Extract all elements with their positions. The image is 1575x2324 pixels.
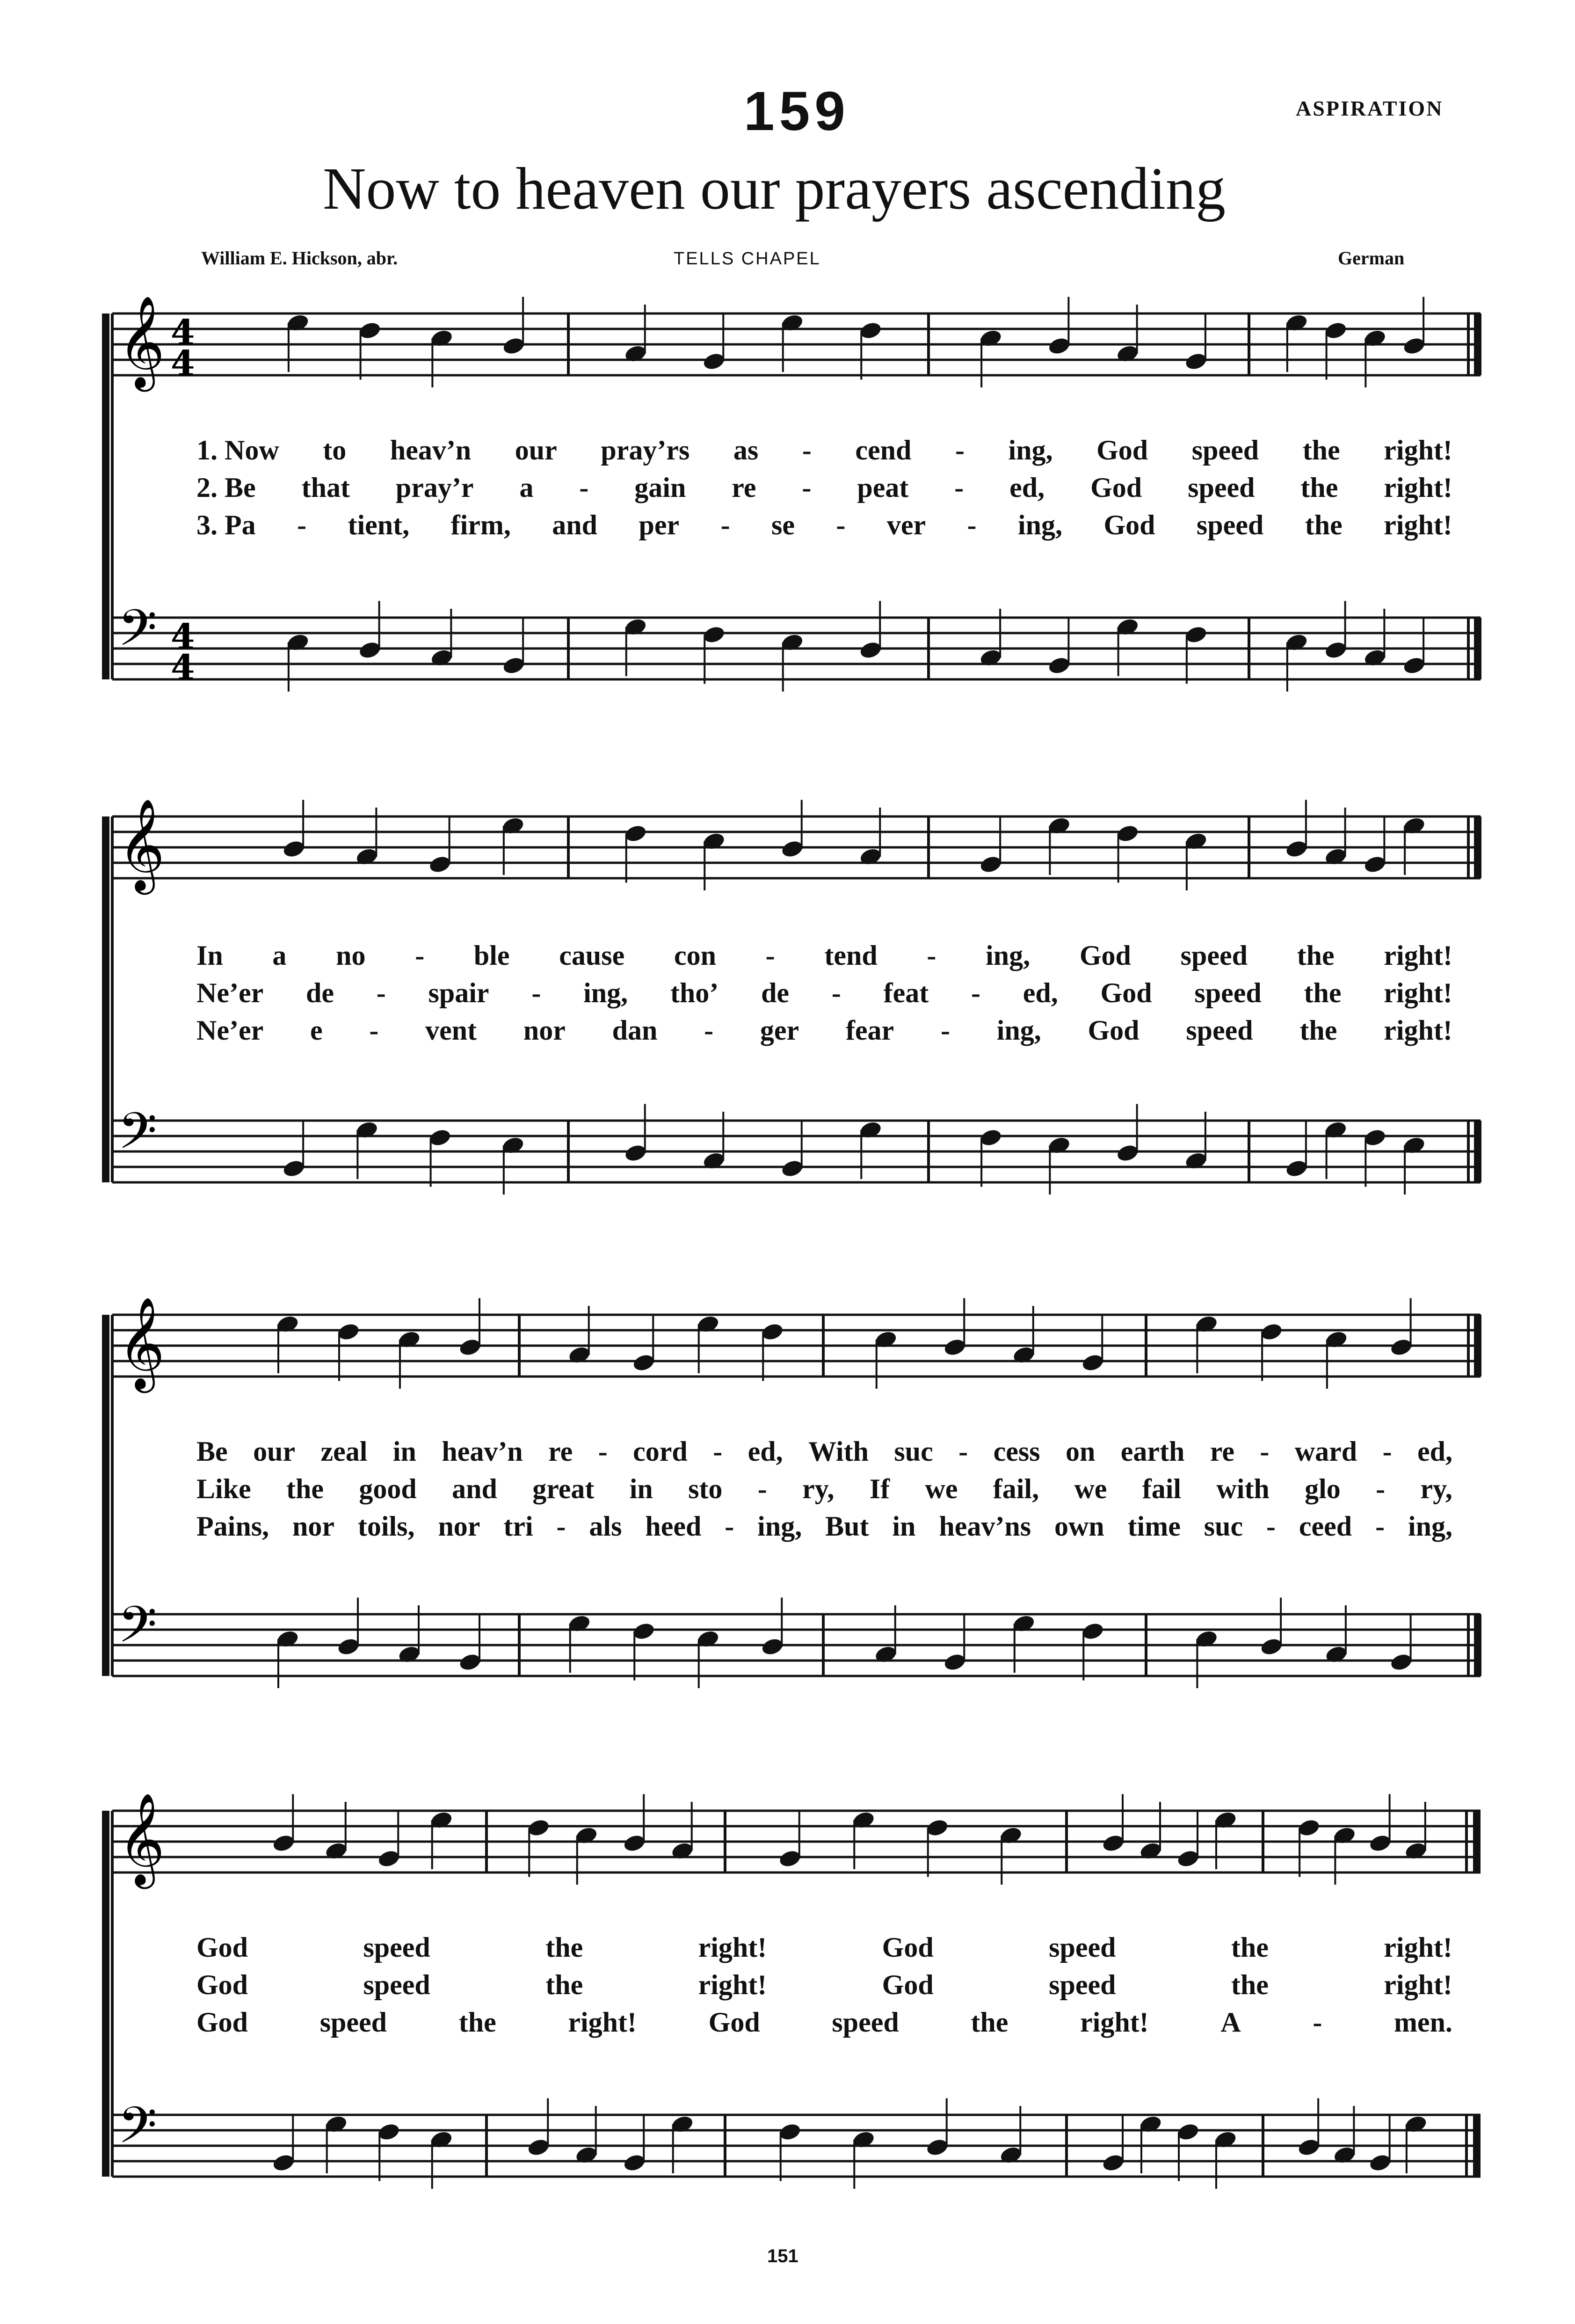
lyric-syllable: - bbox=[376, 977, 386, 1008]
lyric-syllable: right! bbox=[1384, 940, 1452, 971]
lyric-syllable: - bbox=[802, 472, 812, 503]
lyric-syllable: con bbox=[674, 940, 716, 971]
lyric-syllable: the bbox=[286, 1473, 324, 1504]
lyric-syllable: tient, bbox=[348, 510, 410, 540]
lyric-syllable: fear bbox=[845, 1015, 894, 1046]
lyric-syllable: the bbox=[1231, 1969, 1269, 2000]
lyric-syllable: God bbox=[196, 1969, 248, 2000]
lyric-syllable: With bbox=[808, 1436, 869, 1467]
lyric-syllable: tho’ bbox=[670, 977, 719, 1008]
lyric-syllable: ing, bbox=[1008, 435, 1053, 466]
lyric-syllable: - bbox=[720, 510, 730, 540]
bass-clef: 𝄢 bbox=[118, 1101, 157, 1173]
time-signature-bottom: 4 bbox=[171, 648, 195, 688]
lyric-syllable: de bbox=[305, 977, 334, 1008]
lyric-syllable: ing, bbox=[1017, 510, 1062, 540]
lyric-syllable: gain bbox=[634, 472, 686, 503]
lyric-syllable: tri bbox=[503, 1511, 533, 1542]
lyric-syllable: God bbox=[1103, 510, 1155, 540]
lyric-syllable: that bbox=[301, 472, 350, 503]
lyric-syllable: 2. Be bbox=[196, 472, 256, 503]
lyric-syllable: the bbox=[1304, 977, 1342, 1008]
lyric-syllable: ing, bbox=[996, 1015, 1041, 1046]
lyric-syllable: own bbox=[1054, 1511, 1104, 1542]
lyric-line bbox=[196, 472, 1452, 504]
lyric-syllable: speed bbox=[1186, 1015, 1253, 1046]
time-signature-bottom: 4 bbox=[171, 343, 195, 384]
lyric-syllable: right! bbox=[1384, 1015, 1452, 1046]
lyric-syllable: right! bbox=[698, 1969, 767, 2000]
lyric-syllable: firm, bbox=[450, 510, 511, 540]
lyric-syllable: - bbox=[1382, 1436, 1392, 1467]
lyric-syllable: we bbox=[1074, 1473, 1107, 1504]
lyric-syllable: - bbox=[713, 1436, 723, 1467]
lyric-syllable: ceed bbox=[1299, 1511, 1352, 1542]
tune-name: TELLS CHAPEL bbox=[674, 249, 821, 269]
lyric-syllable: - bbox=[802, 435, 812, 466]
lyric-syllable: - bbox=[1313, 2007, 1322, 2038]
lyric-syllable: as bbox=[733, 435, 759, 466]
lyric-syllable: God bbox=[1088, 1015, 1140, 1046]
lyric-syllable: 3. Pa bbox=[196, 510, 256, 540]
lyric-syllable: speed bbox=[363, 1969, 430, 2000]
lyric-syllable: - bbox=[1266, 1511, 1276, 1542]
lyric-syllable: a bbox=[272, 940, 287, 971]
lyric-syllable: right! bbox=[698, 1932, 767, 1963]
lyric-syllable: - bbox=[958, 1436, 968, 1467]
lyric-syllable: cause bbox=[559, 940, 625, 971]
lyric-syllable: ing, bbox=[757, 1511, 802, 1542]
lyric-syllable: - bbox=[757, 1473, 767, 1504]
lyric-syllable: A bbox=[1220, 2007, 1241, 2038]
lyric-syllable: cend bbox=[855, 435, 912, 466]
lyric-syllable: ing, bbox=[986, 940, 1031, 971]
lyric-syllable: If bbox=[869, 1473, 890, 1504]
lyric-syllable: speed bbox=[363, 1932, 430, 1963]
lyric-syllable: God bbox=[1079, 940, 1131, 971]
lyric-syllable: the bbox=[1231, 1932, 1269, 1963]
time-signature-top: 4 bbox=[171, 617, 195, 657]
lyric-syllable: pray’r bbox=[395, 472, 474, 503]
lyric-syllable: heav’ns bbox=[939, 1511, 1031, 1542]
lyric-syllable: in bbox=[629, 1473, 653, 1504]
lyric-syllable: the bbox=[1302, 435, 1340, 466]
lyric-syllable: ry, bbox=[1420, 1473, 1452, 1504]
lyric-syllable: als bbox=[589, 1511, 622, 1542]
lyric-syllable: nor bbox=[438, 1511, 480, 1542]
lyric-line bbox=[196, 509, 1452, 541]
lyric-syllable: ing, bbox=[1408, 1511, 1452, 1542]
lyric-line bbox=[196, 1014, 1452, 1047]
lyric-syllable: good bbox=[359, 1473, 417, 1504]
lyric-syllable: speed bbox=[1049, 1932, 1116, 1963]
hymn-title: Now to heaven our prayers ascending bbox=[323, 155, 1226, 222]
lyric-syllable: the bbox=[971, 2007, 1009, 2038]
lyric-syllable: - bbox=[579, 472, 589, 503]
lyric-line bbox=[196, 2006, 1452, 2039]
lyric-syllable: ed, bbox=[1417, 1436, 1452, 1467]
time-signature-top: 4 bbox=[171, 313, 195, 353]
lyric-syllable: speed bbox=[1196, 510, 1264, 540]
lyric-syllable: feat bbox=[883, 977, 929, 1008]
lyric-syllable: fail, bbox=[993, 1473, 1039, 1504]
lyric-syllable: Pains, bbox=[196, 1511, 269, 1542]
lyric-syllable: time bbox=[1127, 1511, 1181, 1542]
lyric-syllable: God bbox=[1096, 435, 1148, 466]
lyric-syllable: - bbox=[598, 1436, 608, 1467]
lyric-syllable: - bbox=[725, 1511, 734, 1542]
lyric-syllable: our bbox=[253, 1436, 296, 1467]
lyric-syllable: heav’n bbox=[442, 1436, 523, 1467]
lyric-syllable: - bbox=[927, 940, 936, 971]
lyric-syllable: Be bbox=[196, 1436, 228, 1467]
lyric-syllable: speed bbox=[1191, 435, 1259, 466]
lyric-line bbox=[196, 1473, 1452, 1505]
lyric-syllable: - bbox=[369, 1015, 379, 1046]
lyric-syllable: right! bbox=[1384, 977, 1452, 1008]
lyric-syllable: re bbox=[732, 472, 756, 503]
lyric-syllable: - bbox=[940, 1015, 950, 1046]
lyric-syllable: Ne’er bbox=[196, 1015, 264, 1046]
lyric-syllable: per bbox=[639, 510, 680, 540]
lyric-syllable: - bbox=[1260, 1436, 1270, 1467]
lyric-syllable: peat bbox=[857, 472, 909, 503]
lyric-syllable: the bbox=[458, 2007, 496, 2038]
lyric-syllable: dan bbox=[612, 1015, 658, 1046]
lyric-syllable: cess bbox=[993, 1436, 1040, 1467]
lyric-syllable: a bbox=[519, 472, 534, 503]
treble-clef: 𝄞 bbox=[118, 1297, 165, 1389]
lyric-syllable: ver bbox=[886, 510, 926, 540]
lyric-syllable: the bbox=[1305, 510, 1343, 540]
lyric-syllable: right! bbox=[1384, 435, 1452, 466]
lyric-syllable: heav’n bbox=[390, 435, 472, 466]
lyric-syllable: ed, bbox=[1009, 472, 1045, 503]
lyric-syllable: with bbox=[1216, 1473, 1270, 1504]
lyric-syllable: suc bbox=[894, 1436, 933, 1467]
lyric-syllable: Ne’er bbox=[196, 977, 264, 1008]
lyric-syllable: tend bbox=[824, 940, 878, 971]
lyric-syllable: nor bbox=[523, 1015, 566, 1046]
lyric-line bbox=[196, 1435, 1452, 1468]
lyric-syllable: - bbox=[955, 435, 965, 466]
lyric-syllable: sto bbox=[688, 1473, 723, 1504]
lyric-syllable: - bbox=[831, 977, 841, 1008]
lyric-syllable: God bbox=[196, 2007, 248, 2038]
lyric-syllable: nor bbox=[292, 1511, 334, 1542]
lyric-syllable: right! bbox=[568, 2007, 637, 2038]
lyric-line bbox=[196, 434, 1452, 466]
category-label: ASPIRATION bbox=[1296, 96, 1444, 120]
lyric-syllable: - bbox=[297, 510, 307, 540]
lyric-syllable: God bbox=[196, 1932, 248, 1963]
lyric-syllable: to bbox=[323, 435, 347, 466]
lyric-syllable: - bbox=[415, 940, 425, 971]
lyric-syllable: our bbox=[515, 435, 557, 466]
lyric-line bbox=[196, 1931, 1452, 1964]
bass-clef: 𝄢 bbox=[118, 598, 157, 670]
composer-credit: German bbox=[1338, 248, 1405, 269]
lyric-syllable: right! bbox=[1384, 472, 1452, 503]
lyric-syllable: and bbox=[552, 510, 598, 540]
lyric-syllable: God bbox=[1100, 977, 1152, 1008]
lyric-syllable: ing, bbox=[583, 977, 628, 1008]
page-number: 151 bbox=[767, 2246, 798, 2266]
lyric-syllable: speed bbox=[832, 2007, 899, 2038]
lyric-syllable: vent bbox=[425, 1015, 477, 1046]
lyric-syllable: - bbox=[704, 1015, 714, 1046]
lyric-syllable: speed bbox=[1180, 940, 1248, 971]
lyric-syllable: great bbox=[532, 1473, 595, 1504]
lyric-syllable: In bbox=[196, 940, 223, 971]
lyric-syllable: the bbox=[1300, 472, 1338, 503]
lyric-line bbox=[196, 1510, 1452, 1543]
lyric-syllable: cord bbox=[633, 1436, 688, 1467]
bass-clef: 𝄢 bbox=[118, 1595, 157, 1666]
lyric-syllable: we bbox=[925, 1473, 958, 1504]
lyric-syllable: Like bbox=[196, 1473, 251, 1504]
lyric-syllable: the bbox=[545, 1932, 583, 1963]
treble-clef: 𝄞 bbox=[118, 798, 165, 891]
lyric-syllable: fail bbox=[1142, 1473, 1182, 1504]
lyric-syllable: God bbox=[708, 2007, 760, 2038]
lyric-syllable: right! bbox=[1384, 1969, 1452, 2000]
lyric-syllable: - bbox=[1375, 1511, 1385, 1542]
lyric-syllable: speed bbox=[319, 2007, 387, 2038]
lyric-syllable: speed bbox=[1049, 1969, 1116, 2000]
lyric-syllable: re bbox=[1210, 1436, 1234, 1467]
lyric-syllable: no bbox=[336, 940, 366, 971]
lyric-syllable: speed bbox=[1188, 472, 1255, 503]
hymn-number: 159 bbox=[744, 80, 850, 142]
lyric-syllable: re bbox=[548, 1436, 573, 1467]
lyric-syllable: the bbox=[545, 1969, 583, 2000]
lyric-syllable: glo bbox=[1305, 1473, 1341, 1504]
lyric-syllable: - bbox=[765, 940, 775, 971]
lyric-line bbox=[196, 977, 1452, 1009]
treble-clef: 𝄞 bbox=[118, 295, 165, 388]
lyric-syllable: 1. Now bbox=[196, 435, 279, 466]
lyric-syllable: in bbox=[392, 1436, 416, 1467]
lyric-syllable: - bbox=[954, 472, 964, 503]
lyric-syllable: right! bbox=[1384, 510, 1452, 540]
lyric-syllable: toils, bbox=[357, 1511, 415, 1542]
lyric-syllable: in bbox=[892, 1511, 916, 1542]
author-credit: William E. Hickson, abr. bbox=[201, 248, 398, 269]
lyric-syllable: se bbox=[771, 510, 795, 540]
lyric-line bbox=[196, 1969, 1452, 2001]
lyric-syllable: men. bbox=[1394, 2007, 1452, 2038]
lyric-syllable: the bbox=[1297, 940, 1335, 971]
lyric-syllable: - bbox=[967, 510, 977, 540]
lyric-syllable: God bbox=[882, 1932, 934, 1963]
lyric-syllable: ed, bbox=[748, 1436, 783, 1467]
lyric-syllable: right! bbox=[1080, 2007, 1149, 2038]
lyric-syllable: pray’rs bbox=[601, 435, 690, 466]
lyric-syllable: - bbox=[531, 977, 541, 1008]
lyric-syllable: and bbox=[452, 1473, 497, 1504]
lyric-syllable: e bbox=[310, 1015, 323, 1046]
lyric-syllable: - bbox=[836, 510, 846, 540]
lyric-syllable: - bbox=[971, 977, 980, 1008]
lyric-syllable: on bbox=[1065, 1436, 1096, 1467]
lyric-syllable: God bbox=[1090, 472, 1142, 503]
lyric-syllable: heed bbox=[645, 1511, 702, 1542]
lyric-syllable: ed, bbox=[1023, 977, 1058, 1008]
lyric-syllable: God bbox=[882, 1969, 934, 2000]
lyric-syllable: - bbox=[556, 1511, 566, 1542]
lyric-syllable: suc bbox=[1204, 1511, 1243, 1542]
lyric-syllable: But bbox=[825, 1511, 869, 1542]
lyric-syllable: right! bbox=[1384, 1932, 1452, 1963]
lyric-syllable: speed bbox=[1194, 977, 1262, 1008]
bass-clef: 𝄢 bbox=[118, 2096, 157, 2167]
lyric-syllable: ry, bbox=[802, 1473, 835, 1504]
treble-clef: 𝄞 bbox=[118, 1792, 165, 1885]
lyric-syllable: ger bbox=[760, 1015, 799, 1046]
lyric-syllable: - bbox=[1376, 1473, 1386, 1504]
lyric-syllable: ble bbox=[473, 940, 510, 971]
lyric-syllable: the bbox=[1299, 1015, 1337, 1046]
lyric-syllable: earth bbox=[1120, 1436, 1185, 1467]
lyric-syllable: ward bbox=[1294, 1436, 1357, 1467]
lyric-syllable: de bbox=[761, 977, 790, 1008]
lyric-syllable: zeal bbox=[320, 1436, 368, 1467]
lyric-syllable: spair bbox=[428, 977, 489, 1008]
lyric-line bbox=[196, 940, 1452, 972]
